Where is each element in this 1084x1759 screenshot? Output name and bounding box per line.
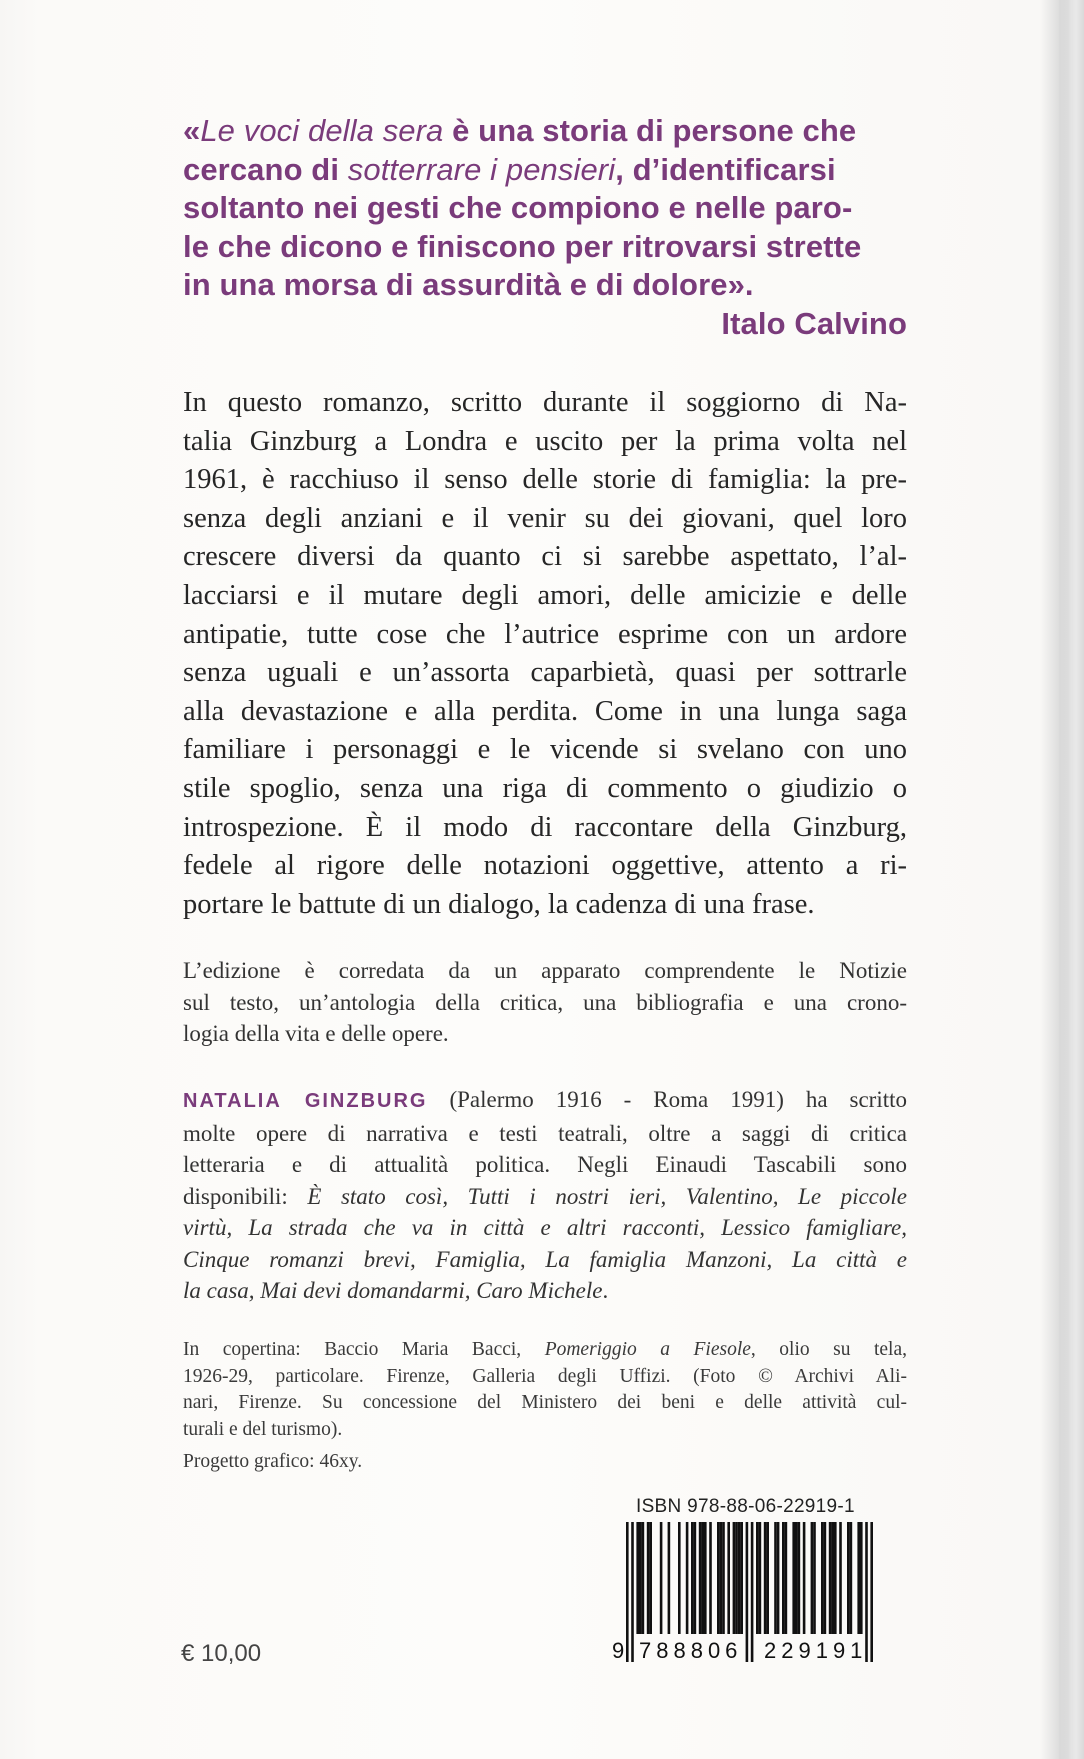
barcode-bar [795, 1522, 798, 1634]
quote-line [183, 151, 907, 190]
text-run: nari, Firenze. Su concessione del Ministero dei beni e delle attività cul- [183, 1392, 907, 1413]
barcode-digit-group: 229191 [764, 1638, 868, 1663]
bio-line [183, 1149, 907, 1181]
barcode-bar [803, 1522, 806, 1634]
barcode-bar [751, 1522, 754, 1662]
barcode-bar [636, 1522, 639, 1634]
barcode-bar [668, 1522, 671, 1634]
barcode-bar [756, 1522, 759, 1634]
synopsis-line: alla devastazione e alla perdita. Come in una lunga saga [183, 695, 907, 727]
barcode-bar [782, 1522, 785, 1634]
barcode-bar [709, 1522, 712, 1634]
quote-author: Italo Calvino [721, 305, 907, 341]
barcode-bar [735, 1522, 738, 1634]
text-run: « [183, 113, 201, 148]
quote-line [183, 228, 907, 267]
quote-text [183, 112, 907, 305]
synopsis-line: introspezione. È il modo di raccontare della Ginzburg, [183, 811, 907, 843]
synopsis-paragraph [183, 384, 907, 924]
barcode-bar [722, 1522, 725, 1634]
credit-line [183, 1417, 907, 1444]
synopsis-line: portare le battute di un dialogo, la cadenza di una frase. [183, 888, 815, 920]
barcode-bar [847, 1522, 850, 1634]
synopsis-line: talia Ginzburg a Londra e uscito per la prima volta nel [183, 425, 907, 457]
text-run: la casa, Mai devi domandarmi, Caro Michele [183, 1278, 603, 1303]
barcode-bar [733, 1522, 736, 1634]
synopsis-line: senza uguali e un’assorta caparbietà, quasi per sottrarle [183, 657, 907, 689]
barcode-bar [746, 1522, 749, 1662]
barcode-bar [839, 1522, 842, 1634]
barcode-bar [738, 1522, 741, 1634]
text-run: disponibili: [183, 1183, 308, 1209]
author-name: NATALIA GINZBURG [183, 1090, 428, 1112]
edition-line: L’edizione è corredata da un apparato comprendente le Notizie [183, 958, 907, 983]
barcode-bar [686, 1522, 689, 1634]
synopsis-line: 1961, è racchiuso il senso delle storie di famiglia: la pre- [183, 464, 907, 496]
price-label: € 10,00 [181, 1640, 262, 1667]
synopsis-line: In questo romanzo, scritto durante il soggiorno di Na- [183, 387, 907, 418]
barcode-bar [704, 1522, 707, 1634]
bio-line [183, 1212, 907, 1244]
barcode-bar [785, 1522, 788, 1634]
barcode-bar [759, 1522, 762, 1634]
bio-line [183, 1275, 907, 1307]
credit-line [183, 1390, 907, 1417]
barcode-bar [870, 1522, 873, 1662]
barcode-bar [857, 1522, 860, 1634]
barcode-bar [678, 1522, 681, 1634]
barcode-bar [649, 1522, 652, 1634]
text-run: cercano di [183, 151, 348, 187]
barcode-bar [691, 1522, 694, 1634]
barcode-bar [774, 1522, 777, 1634]
text-run: turali e del turismo). [183, 1418, 343, 1440]
barcode-bar [764, 1522, 767, 1634]
text-run: , olio su tela, [750, 1339, 908, 1360]
design-credit: Progetto grafico: 46xy. [183, 1451, 363, 1472]
cover-credits [183, 1337, 907, 1476]
synopsis-line: fedele al rigore delle notazioni oggettive, attento a ri- [183, 850, 907, 882]
synopsis-line: antipatie, tutte cose che l’autrice esprime con un ardore [183, 618, 907, 650]
edition-line: sul testo, un’antologia della critica, una bibliografia e una crono- [183, 989, 907, 1015]
text-run: molte opere di narrativa e testi teatrali, oltre a saggi di critica [183, 1120, 907, 1146]
text-run: Cinque romanzi brevi, Famiglia, La famiglia Manzoni, La città e [183, 1246, 907, 1272]
bio-line [183, 1084, 907, 1118]
barcode-bar [639, 1522, 642, 1634]
barcode-bar [766, 1522, 769, 1634]
isbn-label: ISBN 978-88-06-22919-1 [636, 1496, 855, 1517]
barcode-bar [834, 1522, 837, 1634]
barcode-bar [717, 1522, 720, 1634]
text-run: È stato così, Tutti i nostri ieri, Valentino, Le piccole [307, 1183, 907, 1209]
synopsis-line: familiare i personaggi e le vicende si svelano con uno [183, 734, 907, 766]
text-run: Pomeriggio a Fiesole [544, 1339, 751, 1360]
barcode-bar [642, 1522, 645, 1634]
bio-line [183, 1118, 907, 1150]
barcode-digit-group: 788806 [639, 1638, 743, 1663]
text-run: letteraria e di attualità politica. Negli Einaudi Tascabili sono [183, 1152, 907, 1177]
quote-line [183, 266, 907, 305]
cover-edge-shadow [1058, 0, 1084, 1759]
barcode-bar [821, 1522, 824, 1634]
text-run: . [602, 1278, 609, 1303]
text-run: In copertina: Baccio Maria Bacci, [183, 1339, 545, 1360]
bio-line [183, 1181, 907, 1213]
barcode-bar [660, 1522, 663, 1634]
edition-note [183, 955, 907, 1050]
text-run: Le voci della sera [200, 113, 444, 148]
barcode-bar [813, 1522, 816, 1634]
barcode-bar [798, 1522, 801, 1634]
text-run: le che dicono e finiscono per ritrovarsi strette [183, 228, 862, 264]
barcode-bar [740, 1522, 743, 1634]
barcode-bar [701, 1522, 704, 1634]
author-bio [183, 1084, 907, 1307]
edition-line: logia della vita e delle opere. [183, 1021, 449, 1046]
text-run: sotterrare i pensieri [347, 151, 616, 187]
credit-line [183, 1337, 907, 1364]
synopsis-line: senza degli anziani e il venir su dei giovani, quel loro [183, 502, 907, 534]
barcode-bar [792, 1522, 795, 1634]
barcode-bar [647, 1522, 650, 1634]
text-run: , d’identificarsi [615, 151, 836, 187]
barcode-bar [777, 1522, 780, 1634]
barcode-bar [850, 1522, 853, 1634]
calvino-quote [183, 112, 907, 343]
text-run: 1926-29, particolare. Firenze, Galleria degli Uffizi. (Foto © Archivi Ali- [183, 1365, 907, 1387]
text-run: virtù, La strada che va in città e altri racconti, Lessico famigliare, [183, 1215, 907, 1240]
synopsis-line: crescere diversi da quanto ci si sarebbe aspettato, l’al- [183, 541, 907, 573]
barcode-bar [720, 1522, 723, 1634]
text-run: soltanto nei gesti che compiono e nelle paro- [183, 190, 853, 225]
barcode-bar [829, 1522, 832, 1634]
bio-line [183, 1244, 907, 1276]
quote-line [183, 112, 907, 151]
barcode-bar [699, 1522, 702, 1634]
barcode-bar [631, 1522, 634, 1662]
synopsis-line: lacciarsi e il mutare degli amori, delle amicizie e delle [183, 579, 907, 611]
text-run: è una storia di persone che [443, 113, 857, 148]
text-run: in una morsa di assurdità e di dolore». [183, 267, 754, 302]
barcode-bar [831, 1522, 834, 1634]
barcode-bar [811, 1522, 814, 1634]
barcode-bar [860, 1522, 863, 1634]
barcode-digit-group: 9 [612, 1638, 625, 1663]
synopsis-line: stile spoglio, senza una riga di commento o giudizio o [183, 772, 907, 804]
credit-line [183, 1364, 907, 1391]
text-run: (Palermo 1916 - Roma 1991) ha scritto [427, 1087, 907, 1112]
barcode-bar [727, 1522, 730, 1634]
barcode-bar [694, 1522, 697, 1634]
barcode-bar [824, 1522, 827, 1634]
quote-line [183, 189, 907, 228]
barcode-bar [626, 1522, 629, 1662]
